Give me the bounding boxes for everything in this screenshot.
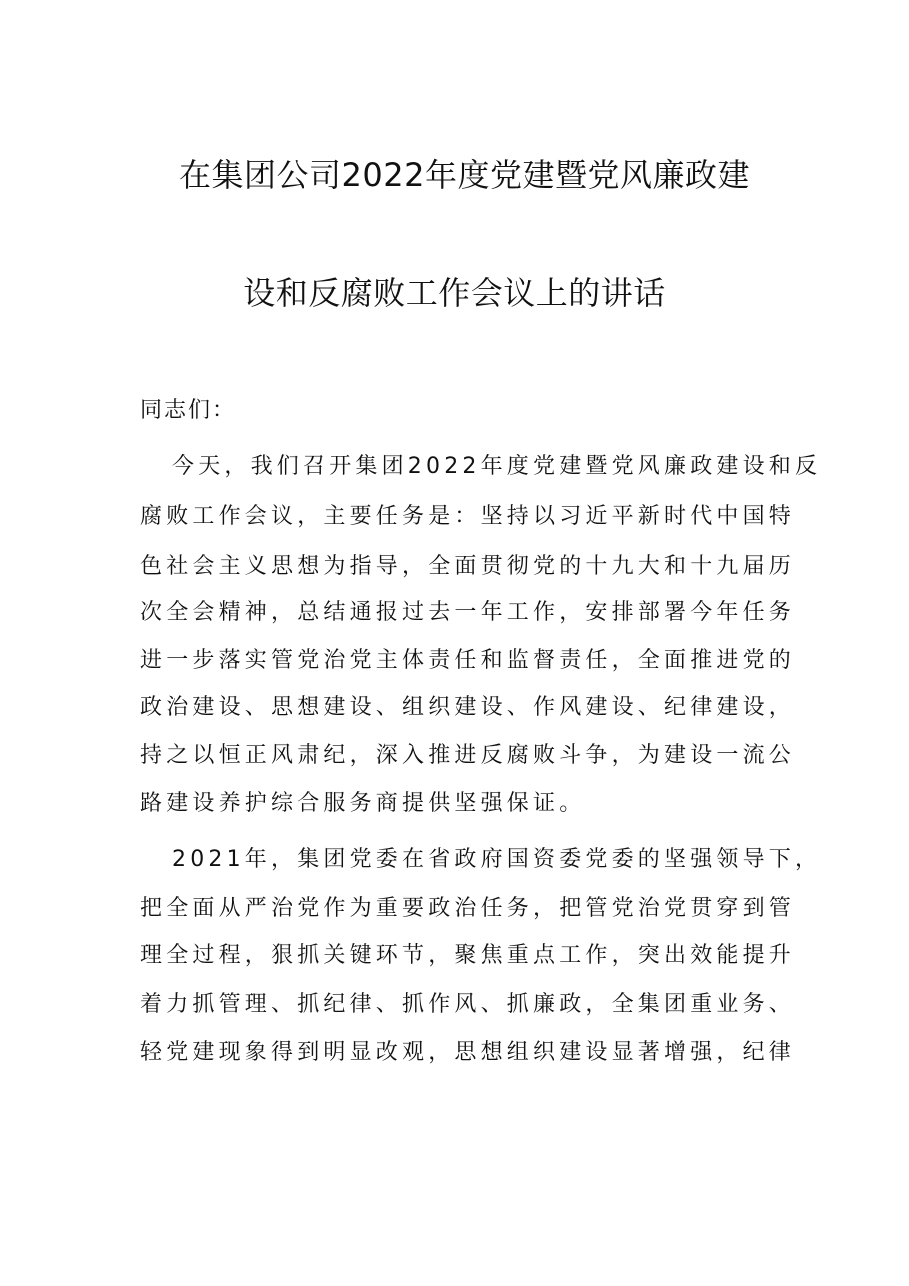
paragraph-2-line: 理全过程，狠抓关键环节，聚焦重点工作，突出效能提升	[140, 943, 796, 968]
salutation: 同志们：	[140, 398, 237, 423]
paragraph-2-line: 轻党建现象得到明显改观，思想组织建设显著增强，纪律	[140, 1040, 796, 1065]
paragraph-1-line: 次全会精神，总结通报过去一年工作，安排部署今年任务	[140, 600, 796, 625]
document-title-line-1: 在集团公司2022年度党建暨党风廉政建	[179, 156, 750, 194]
paragraph-1-line: 进一步落实管党治党主体责任和监督责任，全面推进党的	[140, 648, 796, 673]
paragraph-2-line: 把全面从严治党作为重要政治任务，把管党治党贯穿到管	[140, 896, 796, 921]
paragraph-1-line: 今天，我们召开集团2022年度党建暨党风廉政建设和反	[172, 454, 822, 479]
paragraph-1-line: 腐败工作会议，主要任务是：坚持以习近平新时代中国特	[140, 504, 796, 529]
paragraph-1-line: 政治建设、思想建设、组织建设、作风建设、纪律建设，	[140, 695, 796, 720]
document-title-line-2: 设和反腐败工作会议上的讲话	[243, 274, 666, 312]
paragraph-2-line: 2021年，集团党委在省政府国资委党委的坚强领导下，	[172, 847, 822, 872]
paragraph-1-line: 色社会主义思想为指导，全面贯彻党的十九大和十九届历	[140, 554, 796, 579]
paragraph-1-line: 路建设养护综合服务商提供坚强保证。	[140, 791, 586, 816]
paragraph-1-line: 持之以恒正风肃纪，深入推进反腐败斗争，为建设一流公	[140, 743, 796, 768]
paragraph-2-line: 着力抓管理、抓纪律、抓作风、抓廉政，全集团重业务、	[140, 992, 796, 1017]
